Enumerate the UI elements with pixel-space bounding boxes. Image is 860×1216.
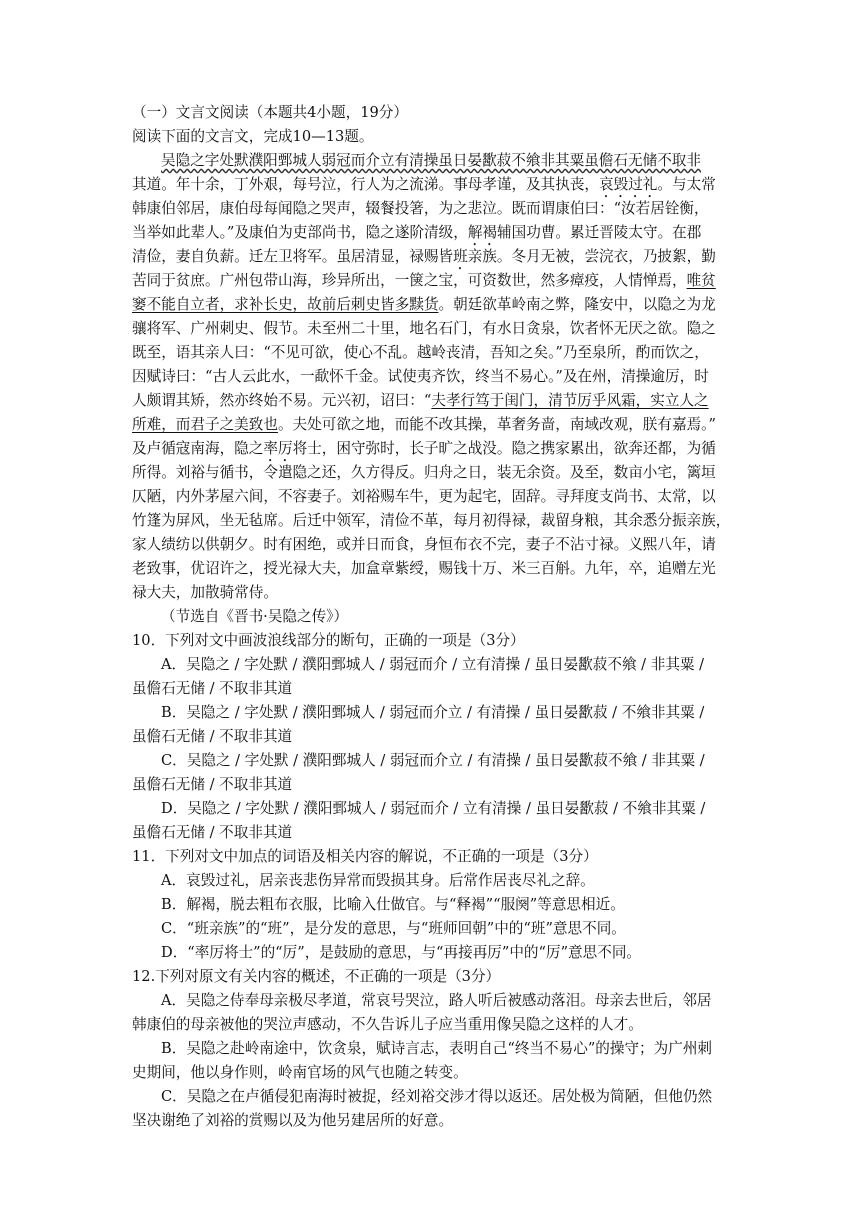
q10-option-a: A．吴隐之 / 字处默 / 濮阳鄄城人 / 弱冠而介 / 立有清操 / 虽日晏歠菽不飨 / 非其粟 / xyxy=(161,656,705,673)
passage-line: 禄大夫，加散骑常侍。 xyxy=(132,584,278,601)
q11-option-c: C．“班亲族”的“班”，是分发的意思，与“班师回朝”中的“班”意思不同。 xyxy=(161,920,626,937)
instruction: 阅读下面的文言文，完成10—13题。 xyxy=(132,128,374,145)
passage-text: 清俭，妻自负薪。迁左卫将军。虽居清显，禄赐皆 xyxy=(132,248,454,265)
section-title: （一）文言文阅读（本题共4小题，19分） xyxy=(132,104,408,121)
passage-line xyxy=(132,439,716,465)
passage-line xyxy=(132,271,716,291)
passage-line xyxy=(132,415,716,435)
q10-option-d-cont: 虽儋石无储 / 不取非其道 xyxy=(132,824,293,841)
dotted-term: 解褐 xyxy=(467,224,498,241)
passage-line: 老致事，优诏许之，授光禄大夫，加盒章紫绶，赐钱十万、米三百斛。九年，卒，追赠左光 xyxy=(132,560,716,577)
q10-option-b-cont: 虽儋石无储 / 不取非其道 xyxy=(132,728,293,745)
question-12-stem: 12.下列对原文有关内容的概述，不正确的一项是（3分） xyxy=(132,968,501,985)
passage-text: 当举如此辈人。”及康伯为吏部尚书，隐之遂阶清级， xyxy=(132,224,468,241)
underlined-text: 窭不能自立者，求补长史，故前后刺史皆多黩货 xyxy=(132,296,439,313)
question-10-stem: 10．下列对文中画波浪线部分的断句，正确的一项是（3分） xyxy=(132,632,525,649)
passage-line xyxy=(161,151,701,171)
q12-option-c-cont: 坚决谢绝了刘裕的赏赐以及为他另建居所的好意。 xyxy=(132,1112,454,1129)
passage-text: 将士，困守弥时，长子旷之战没。隐之携家累出，欲奔还都，为循 xyxy=(292,440,716,457)
q10-option-c: C．吴隐之 / 字处默 / 濮阳鄄城人 / 弱冠而介立 / 有清操 / 虽日晏歠菽不飨 / 非其粟 / xyxy=(161,752,705,769)
passage-line xyxy=(132,175,716,201)
dotted-term: 率厉 xyxy=(263,440,293,457)
passage-text: 辅国功曹。累迁晋陵太守。在郡 xyxy=(497,224,702,241)
q12-option-b-cont: 史期间，他以身作则，岭南官场的风气也随之转变。 xyxy=(132,1064,468,1081)
q10-option-c-cont: 虽儋石无储 / 不取非其道 xyxy=(132,776,293,793)
passage-line: 韩康伯邻居，康伯母每闻隐之哭声，辍餐投箸，为之悲泣。既而谓康伯曰：“汝若居铨衡， xyxy=(132,200,709,217)
passage-text: 人颇谓其矫，然亦终始不易。元兴初，诏曰：“ xyxy=(132,392,432,409)
q11-option-a: A．哀毁过礼，居亲丧悲伤异常而毁损其身。后常作居丧尽礼之辞。 xyxy=(161,872,595,889)
dotted-term: 哀毁过礼 xyxy=(599,176,658,193)
passage-text: 。朝廷欲革岭南之弊，隆安中，以隐之为龙 xyxy=(438,296,716,313)
q11-option-d: D．“率厉将士”的“厉”，是鼓励的意思，与“再接再厉”中的“厉”意思不同。 xyxy=(161,944,642,961)
passage-line xyxy=(132,391,709,411)
q10-option-a-cont: 虽儋石无储 / 不取非其道 xyxy=(132,680,293,697)
q12-option-b: B．吴隐之赴岭南途中，饮贪泉，赋诗言志，表明自己“终当不易心”的操守；为广州刺 xyxy=(161,1040,713,1057)
q10-option-b: B．吴隐之 / 字处默 / 濮阳鄄城人 / 弱冠而介立 / 有清操 / 虽日晏歠菽 / 不飨非其粟 / xyxy=(161,704,705,721)
underlined-text: 所难，而君子之美致也 xyxy=(132,416,278,433)
passage-line: 骧将军、广州刺史、假节。未至州二十里，地名石门，有水日贪泉，饮者怀无厌之欲。隐之 xyxy=(132,320,716,337)
q11-option-b: B．解褐，脱去粗布衣服，比喻入仕做官。与“释褐”“服阕”等意思相近。 xyxy=(161,896,625,913)
underlined-text: 夫孝行笃于闺门，清节厉乎风霜，实立人之 xyxy=(431,392,709,409)
passage-line: 所得。刘裕与循书，令遣隐之还，久方得反。归舟之日，装无余资。及至，数亩小宅，篱垣 xyxy=(132,464,716,481)
underlined-text: 唯贫 xyxy=(686,272,716,289)
q12-option-a-cont: 韩康伯的母亲被他的哭泣声感动，不久告诉儿子应当重用像吴隐之这样的人才。 xyxy=(132,1016,643,1033)
passage-text: 。与太常 xyxy=(657,176,716,193)
passage-line: 既至，语其亲人曰：“不见可欲，使心不乱。越岭丧清，吾知之矣。”乃至泉所，酌而饮之， xyxy=(132,344,709,361)
passage-line xyxy=(132,247,716,273)
question-11-stem: 11．下列对文中加点的词语及相关内容的解说，不正确的一项是（3分） xyxy=(132,848,598,865)
passage-source: （节选自《晋书·吴隐之传》） xyxy=(161,608,349,625)
passage-line: 竹篷为屏风，坐无毡席。后迁中领军，清俭不革，每月初得禄，裁留身粮，其余悉分振亲族， xyxy=(132,512,731,529)
passage-line xyxy=(132,223,701,249)
passage-line: 仄陋，内外茅屋六间，不容妻子。刘裕赐车牛，更为起宅，固辞。寻拜度支尚书、太常，以 xyxy=(132,488,716,505)
passage-text: 其道。年十余，丁外艰，每号泣，行人为之流涕。事母孝谨，及其执丧， xyxy=(132,176,600,193)
passage-text: 及卢循寇南海，隐之 xyxy=(132,440,264,457)
passage-line xyxy=(132,295,716,315)
passage-text: 。夫处可欲之地，而能不改其操，革奢务啬，南域改观，朕有嘉焉。” xyxy=(277,416,716,433)
q12-option-c: C．吴隐之在卢循侵犯南海时被捉，经刘裕交涉才得以返还。居处极为简陋，但他仍然 xyxy=(161,1088,713,1105)
passage-text: 亲族。冬月无被，尝浣衣，乃披絮，勤 xyxy=(467,248,716,265)
passage-line: 家人绩纺以供朝夕。时有困绝，或并日而食，身恒布衣不完，妻子不沾寸禄。义熙八年，请 xyxy=(132,536,716,553)
q12-option-a: A．吴隐之侍奉母亲极尽孝道，常哀号哭泣，路人听后被感动落泪。母亲去世后，邻居 xyxy=(161,992,712,1009)
wavy-underlined-text: 吴隐之字处默濮阳鄄城人弱冠而介立有清操虽日晏歠菽不飨非其粟虽儋石无储不取非 xyxy=(161,152,701,169)
passage-text: 苦同于贫庶。广州包带山海，珍异所出，一箧之宝，可资数世，然多瘴疫，人情惮焉， xyxy=(132,272,687,289)
passage-line: 因赋诗曰：“古人云此水，一歃怀千金。试使夷齐饮，终当不易心。”及在州，清操逾厉，时 xyxy=(132,368,709,385)
dotted-term: 班 xyxy=(453,248,468,265)
q10-option-d: D．吴隐之 / 字处默 / 濮阳鄄城人 / 弱冠而介 / 立有清操 / 虽日晏歠菽 / 不飨非其粟 / xyxy=(161,800,706,817)
